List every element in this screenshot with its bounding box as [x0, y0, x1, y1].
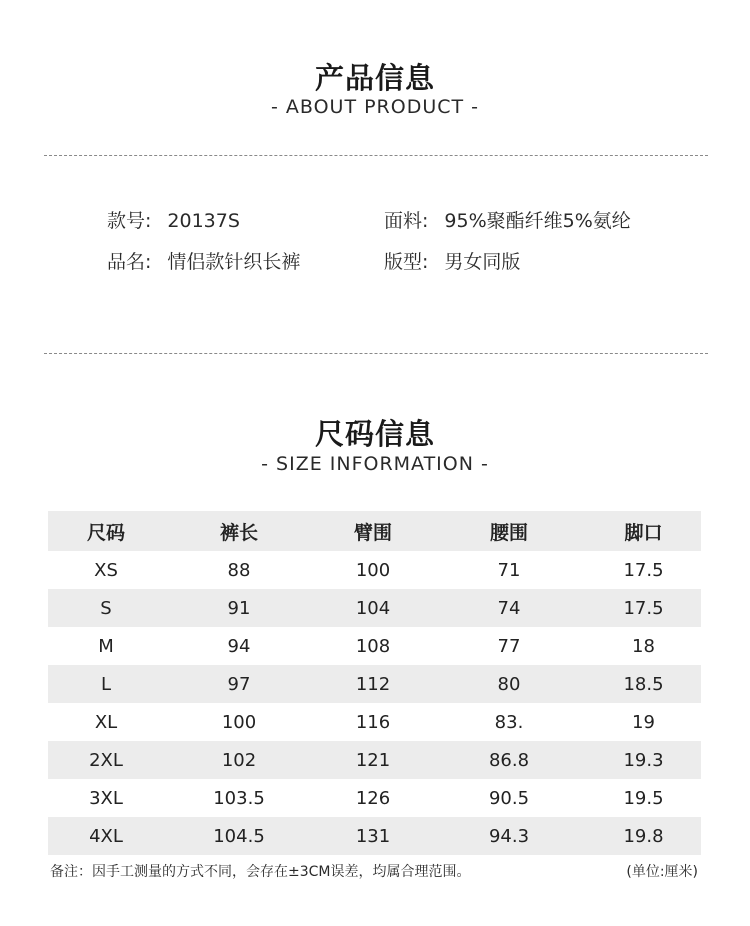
cell-arm: 126	[355, 787, 391, 809]
table-header-row	[48, 511, 701, 551]
size-section-title: 尺码信息	[314, 417, 435, 451]
info-fabric-label: 面料:	[384, 210, 429, 232]
info-fit	[384, 247, 520, 274]
info-style-no-value: 20137S	[167, 210, 240, 232]
cell-arm: 108	[355, 635, 391, 657]
cell-waist: 90.5	[488, 787, 530, 809]
cell-size: XS	[94, 559, 118, 581]
cell-length: 91	[227, 597, 251, 619]
cell-hem: 19.3	[623, 749, 664, 771]
info-fabric-value: 95%聚酯纤维5%氨纶	[444, 210, 631, 232]
cell-length: 97	[227, 673, 251, 695]
info-name-label: 品名:	[107, 251, 152, 273]
cell-length: 88	[227, 559, 251, 581]
cell-arm: 100	[355, 559, 391, 581]
divider-top	[44, 155, 708, 156]
cell-length: 94	[227, 635, 251, 657]
header-size: 尺码	[86, 521, 125, 544]
table-row	[48, 551, 701, 589]
divider-middle	[44, 353, 708, 354]
info-fit-value: 男女同版	[444, 251, 521, 273]
header-hem: 脚口	[624, 521, 663, 544]
table-row	[48, 589, 701, 627]
cell-arm: 112	[355, 673, 391, 695]
footer-note: 备注：因手工测量的方式不同，会存在±3CM误差，均属合理范围。	[50, 864, 471, 880]
cell-hem: 18.5	[623, 673, 664, 695]
cell-waist: 74	[497, 597, 521, 619]
cell-size: 2XL	[89, 749, 123, 771]
cell-length: 100	[221, 711, 257, 733]
cell-waist: 94.3	[488, 825, 530, 847]
cell-hem: 19	[632, 711, 655, 733]
cell-waist: 71	[497, 559, 521, 581]
header-waist: 腰围	[489, 521, 528, 544]
cell-size: L	[100, 673, 112, 695]
table-row	[48, 741, 701, 779]
cell-hem: 19.8	[623, 825, 664, 847]
cell-size: XL	[94, 711, 118, 733]
product-section-subtitle: - ABOUT PRODUCT -	[270, 96, 480, 118]
table-row	[48, 779, 701, 817]
info-style-no-label: 款号:	[107, 210, 152, 232]
table-row	[48, 627, 701, 665]
info-style-no	[107, 206, 240, 233]
cell-arm: 131	[355, 825, 391, 847]
table-row	[48, 703, 701, 741]
size-section-subtitle: - SIZE INFORMATION -	[261, 453, 489, 475]
unit-note: (单位:厘米)	[626, 864, 698, 880]
info-name-value: 情侣款针织长裤	[167, 251, 301, 273]
cell-arm: 104	[355, 597, 391, 619]
cell-arm: 116	[355, 711, 391, 733]
header-length: 裤长	[219, 521, 258, 544]
cell-length: 103.5	[213, 787, 265, 809]
size-table	[48, 511, 701, 855]
cell-size: 3XL	[89, 787, 123, 809]
cell-waist: 83.	[494, 711, 524, 733]
info-name	[107, 247, 300, 274]
cell-arm: 121	[355, 749, 391, 771]
cell-length: 102	[221, 749, 257, 771]
cell-waist: 77	[497, 635, 521, 657]
info-fit-label: 版型:	[384, 251, 429, 273]
cell-hem: 17.5	[623, 597, 664, 619]
table-row	[48, 665, 701, 703]
cell-waist: 80	[497, 673, 521, 695]
product-section-title: 产品信息	[314, 61, 435, 95]
header-arm: 臂围	[353, 521, 392, 544]
cell-hem: 17.5	[623, 559, 664, 581]
cell-size: S	[100, 597, 112, 619]
info-fabric	[384, 206, 631, 233]
cell-length: 104.5	[213, 825, 265, 847]
cell-size: 4XL	[89, 825, 123, 847]
cell-size: M	[98, 635, 114, 657]
cell-hem: 19.5	[623, 787, 664, 809]
cell-hem: 18	[632, 635, 655, 657]
cell-waist: 86.8	[488, 749, 530, 771]
table-row	[48, 817, 701, 855]
